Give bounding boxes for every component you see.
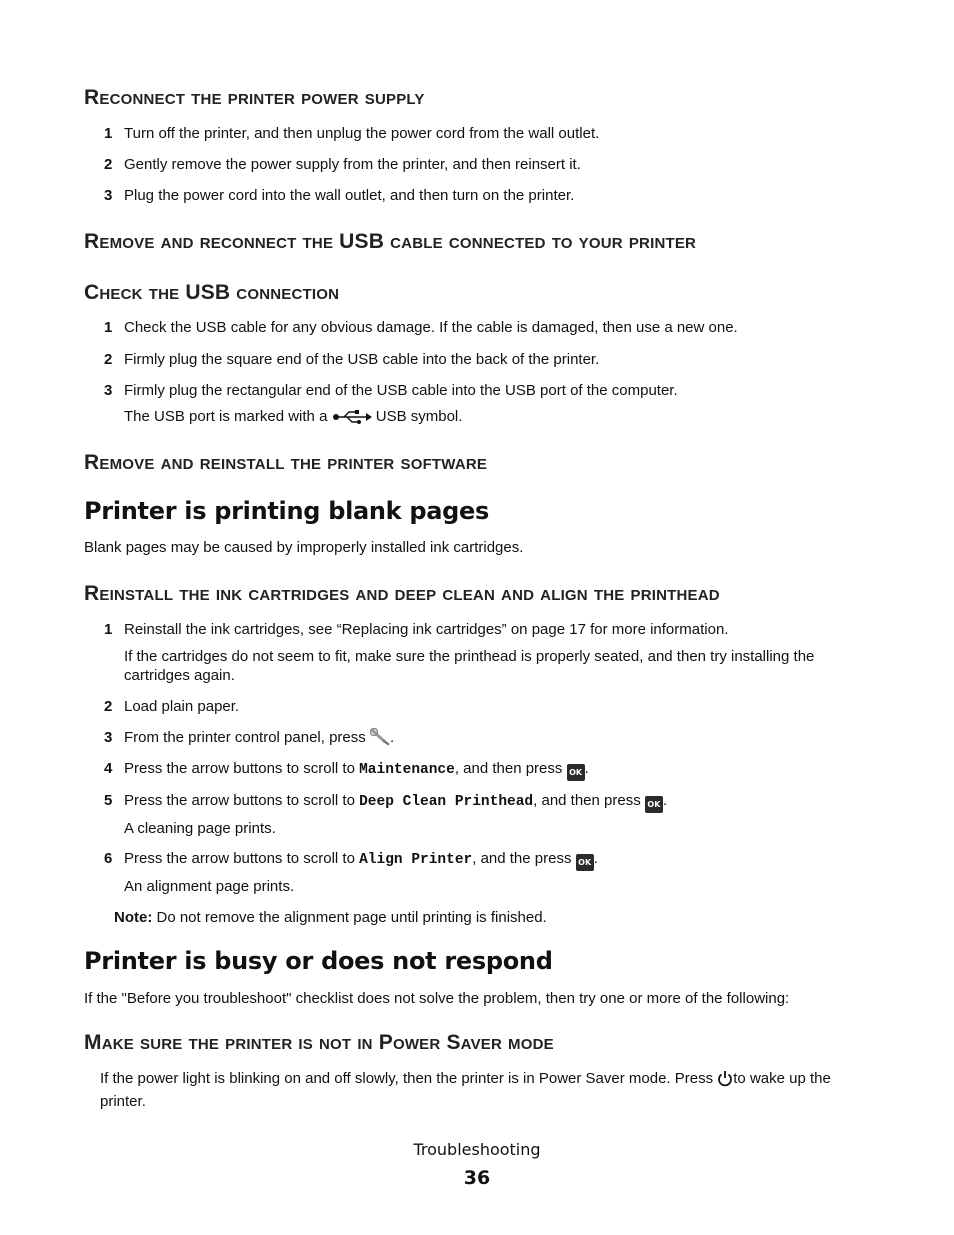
cartridge-fit-note: If the cartridges do not seem to fit, make sure the printhead is properly seated, and then try installing the cartridges again. <box>124 648 815 684</box>
power-saver-text: If the power light is blinking on and off slowly, then the printer is in Power Saver mode. Press to wake up the printer. <box>100 1070 831 1110</box>
heading-reconnect-power: Reconnect the printer power supply <box>84 86 425 109</box>
footer-section: Troubleshooting <box>413 1140 541 1159</box>
heading-check-usb: Check the USB connection <box>84 281 340 304</box>
ok-button-icon: OK <box>567 764 585 781</box>
note: Note: Do not remove the alignment page until printing is finished. <box>114 909 547 926</box>
power-icon <box>717 1070 733 1092</box>
wrench-icon <box>370 728 390 751</box>
busy-intro: If the "Before you troubleshoot" checklist does not solve the problem, then try one or more of the following: <box>84 990 790 1007</box>
title-busy: Printer is busy or does not respond <box>84 947 553 975</box>
heading-reconnect-usb: Remove and reconnect the USB cable connected to your printer <box>84 230 697 253</box>
page-number: 36 <box>463 1167 491 1189</box>
cleaning-note: A cleaning page prints. <box>124 820 276 837</box>
heading-reinstall-software: Remove and reinstall the printer software <box>84 451 488 474</box>
alignment-note: An alignment page prints. <box>124 878 295 895</box>
blank-intro: Blank pages may be caused by improperly installed ink cartridges. <box>84 539 524 556</box>
ok-button-icon: OK <box>576 854 594 871</box>
heading-reinstall-cartridges: Reinstall the ink cartridges and deep clean and align the printhead <box>84 582 720 605</box>
ok-button-icon: OK <box>645 796 663 813</box>
usb-note: The USB port is marked with a USB symbol. <box>124 407 864 430</box>
usb-symbol-icon <box>332 409 372 430</box>
heading-power-saver: Make sure the printer is not in Power Saver mode <box>84 1031 554 1054</box>
title-blank-pages: Printer is printing blank pages <box>84 497 490 525</box>
